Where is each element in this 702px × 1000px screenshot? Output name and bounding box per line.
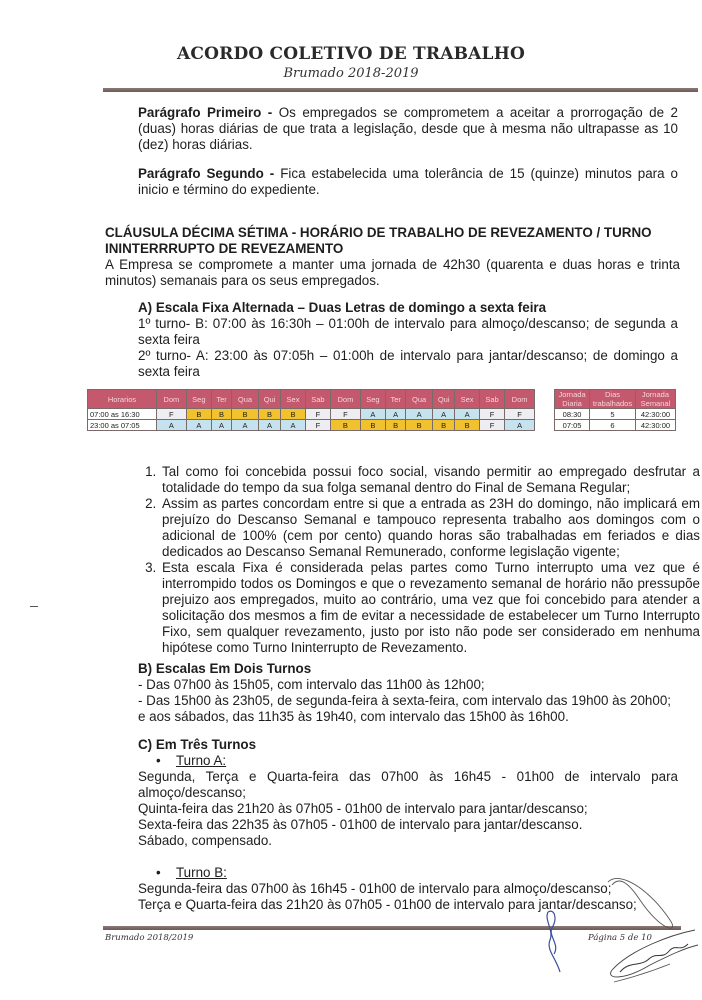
schedule-header-day: Sex	[455, 390, 480, 409]
schedule-header-day: Sex	[281, 390, 306, 409]
signature-icon	[600, 860, 702, 1000]
section-a	[138, 300, 678, 380]
clause-title-line1: CLÁUSULA DÉCIMA SÉTIMA - HORÁRIO DE TRABALHO DE REVEZAMENTO / TURNO	[105, 225, 652, 240]
section-a-heading: A) Escala Fixa Alternada – Duas Letras de domingo a sexta feira	[138, 300, 547, 315]
clause-seventeen	[105, 225, 680, 289]
schedule-header-day: Qui	[432, 390, 454, 409]
totals-header-cell: Dias trabalhados	[590, 390, 636, 409]
schedule-header-day: Dom	[157, 390, 187, 409]
schedule-cell: B	[331, 420, 361, 431]
schedule-header-day: Dom	[505, 390, 535, 409]
schedule-cell: A	[157, 420, 187, 431]
totals-row	[555, 409, 676, 420]
schedule-cell: B	[432, 420, 454, 431]
turno-b-line: Segunda-feira das 07h00 às 16h45 - 01h00 de intervalo para almoço/descanso;	[138, 881, 612, 896]
section-c	[138, 737, 678, 913]
totals-header-row	[555, 390, 676, 409]
list-item: 1. Tal como foi concebida possui foco social, visando permitir ao empregado desfrutar a totalidade do tempo da sua folga semanal dentro do Final de Semana Regular;	[160, 464, 700, 496]
schedule-cell: A	[258, 420, 280, 431]
totals-cell: 6	[590, 420, 636, 431]
schedule-header-row	[88, 390, 535, 409]
schedule-row	[88, 409, 535, 420]
schedule-row	[88, 420, 535, 431]
schedule-header-day: Qua	[232, 390, 259, 409]
schedule-cell: F	[505, 409, 535, 420]
schedule-cell: A	[406, 409, 433, 420]
totals-header-cell: Jornada Diaria	[555, 390, 590, 409]
turno-b-line: Terça e Quarta-feira das 21h20 às 07h05 - 01h00 de intervalo para jantar/descanso;	[138, 897, 637, 912]
totals-cell: 08:30	[555, 409, 590, 420]
turno-a-line: Quinta-feira das 21h20 às 07h05 - 01h00 de intervalo para jantar/descanso;	[138, 801, 588, 816]
document-header	[0, 44, 702, 81]
schedule-cell: F	[305, 420, 330, 431]
scan-mark	[30, 606, 38, 607]
document-title: ACORDO COLETIVO DE TRABALHO	[177, 44, 525, 64]
schedule-cell: F	[331, 409, 361, 420]
paragraph-text: Os empregados se comprometem a aceitar a prorrogação de 2 (duas) horas diárias de que trata a legislação, desde que à mesma não ultrapasse as 10 (dez) horas diárias.	[138, 105, 678, 152]
schedule-cell: F	[479, 420, 504, 431]
schedule-table	[87, 389, 535, 431]
totals-row	[555, 420, 676, 431]
paragraph-label: Parágrafo Segundo -	[138, 166, 275, 181]
schedule-header-day: Qui	[258, 390, 280, 409]
schedule-header-day: Ter	[212, 390, 232, 409]
schedule-cell: B	[406, 420, 433, 431]
section-b-line: e aos sábados, das 11h35 às 19h40, com intervalo das 15h00 às 16h00.	[138, 709, 569, 724]
bullet-icon: •	[156, 753, 161, 768]
schedule-cell: B	[232, 409, 259, 420]
section-b	[138, 661, 678, 725]
header-rule	[103, 88, 698, 92]
totals-header-cell: Jornada Semanal	[635, 390, 675, 409]
list-item: 3. Esta escala Fixa é considerada pelas partes como Turno interrupto uma vez que é interrompido todos os Domingos e que o revezamento semanal de horário não pressupõe prejuizo aos empregados, muito ao contrário, uma vez que foi concebido para atender a solicitação dos mesmos a fim de evitar a necessidade de estabelecer um Turno Interrupto Fixo, sem qualquer revezamento, justo por isto não pode ser considerado em nenhuma hipótese como Turno Ininterrupto de Revezamento.	[160, 560, 700, 656]
schedule-cell: A	[212, 420, 232, 431]
schedule-cell: B	[455, 420, 480, 431]
schedule-cell: A	[432, 409, 454, 420]
schedule-header-day: Seg	[360, 390, 385, 409]
schedule-header-day: Ter	[386, 390, 406, 409]
section-b-line: - Das 15h00 às 23h05, de segunda-feira à sexta-feira, com intervalo das 19h00 às 20h00;	[138, 693, 671, 708]
numbered-list	[138, 464, 700, 656]
turno-a-line: Sábado, compensado.	[138, 833, 273, 848]
section-a-line1: 1º turno- B: 07:00 às 16:30h – 01:00h de intervalo para almoço/descanso; de segunda a sexta feira	[138, 316, 678, 347]
document-subtitle: Brumado 2018-2019	[283, 66, 419, 81]
section-b-line: - Das 07h00 às 15h05, com intervalo das 11h00 às 12h00;	[138, 677, 485, 692]
schedule-cell: B	[281, 409, 306, 420]
schedule-cell: A	[505, 420, 535, 431]
turno-a-line: Segunda, Terça e Quarta-feira das 07h00 às 16h45 - 01h00 de intervalo para almoço/descanso;	[138, 769, 678, 800]
schedule-header-day: Sab	[305, 390, 330, 409]
schedule-header-day: Seg	[186, 390, 211, 409]
schedule-cell: B	[186, 409, 211, 420]
totals-cell: 5	[590, 409, 636, 420]
turno-a-label-row	[138, 753, 678, 769]
schedule-row-label: 23:00 as 07:05	[88, 420, 157, 431]
schedule-cell: A	[186, 420, 211, 431]
totals-cell: 07:05	[555, 420, 590, 431]
schedule-cell: F	[157, 409, 187, 420]
footer-left: Brumado 2018/2019	[105, 933, 194, 943]
list-item: 2. Assim as partes concordam entre si que a entrada as 23H do domingo, não implicará em prejuízo do Descanso Semanal e tampouco representa trabalho aos domingos com o adicional de 100% (cem por cento) quando horas são trabalhadas em feriados e dias dedicados ao Descanso Semanal Remunerado, conforme legislação vigente;	[160, 496, 700, 560]
schedule-cell: B	[386, 420, 406, 431]
schedule-cell: F	[479, 409, 504, 420]
turno-b-label-row	[138, 865, 678, 881]
schedule-header-day: Dom	[331, 390, 361, 409]
clause-title-line2: ININTERRRUPTO DE REVEZAMENTO	[105, 241, 344, 256]
schedule-cell: F	[305, 409, 330, 420]
paragraph-label: Parágrafo Primeiro -	[138, 105, 273, 120]
paragraph-text: Fica estabelecida uma tolerância de 15 (quinze) minutos para o inicio e término do expediente.	[138, 166, 678, 197]
schedule-header-day: Sab	[479, 390, 504, 409]
bullet-icon: •	[156, 865, 161, 880]
schedule-cell: A	[281, 420, 306, 431]
section-b-heading: B) Escalas Em Dois Turnos	[138, 661, 312, 676]
schedule-cell: A	[232, 420, 259, 431]
turno-b-label: Turno B:	[176, 865, 227, 880]
turno-a-label: Turno A:	[176, 753, 227, 768]
footer-rule	[103, 926, 681, 930]
totals-table	[554, 389, 676, 431]
section-c-heading: C) Em Três Turnos	[138, 737, 257, 752]
schedule-cell: B	[360, 420, 385, 431]
footer-page-number: Página 5 de 10	[588, 933, 652, 943]
schedule-cell: A	[360, 409, 385, 420]
schedule-cell: A	[386, 409, 406, 420]
schedule-cell: B	[258, 409, 280, 420]
schedule-header-horarios: Horarios	[88, 390, 157, 409]
totals-cell: 42:30:00	[635, 409, 675, 420]
clause-intro: A Empresa se compromete a manter uma jornada de 42h30 (quarenta e duas horas e trinta minutos) semanais para os seus empregados.	[105, 257, 680, 288]
paragraph-segundo	[138, 166, 678, 198]
turno-a-line: Sexta-feira das 22h35 às 07h05 - 01h00 de intervalo para jantar/descanso.	[138, 817, 583, 832]
schedule-cell: B	[212, 409, 232, 420]
section-a-line2: 2º turno- A: 23:00 às 07:05h – 01:00h de intervalo para jantar/descanso; de domingo a sexta feira	[138, 348, 678, 379]
initials-signature-icon	[540, 900, 580, 980]
schedule-row-label: 07:00 as 16:30	[88, 409, 157, 420]
paragraph-primeiro	[138, 105, 678, 153]
schedule-header-day: Qua	[406, 390, 433, 409]
totals-cell: 42:30:00	[635, 420, 675, 431]
schedule-cell: A	[455, 409, 480, 420]
